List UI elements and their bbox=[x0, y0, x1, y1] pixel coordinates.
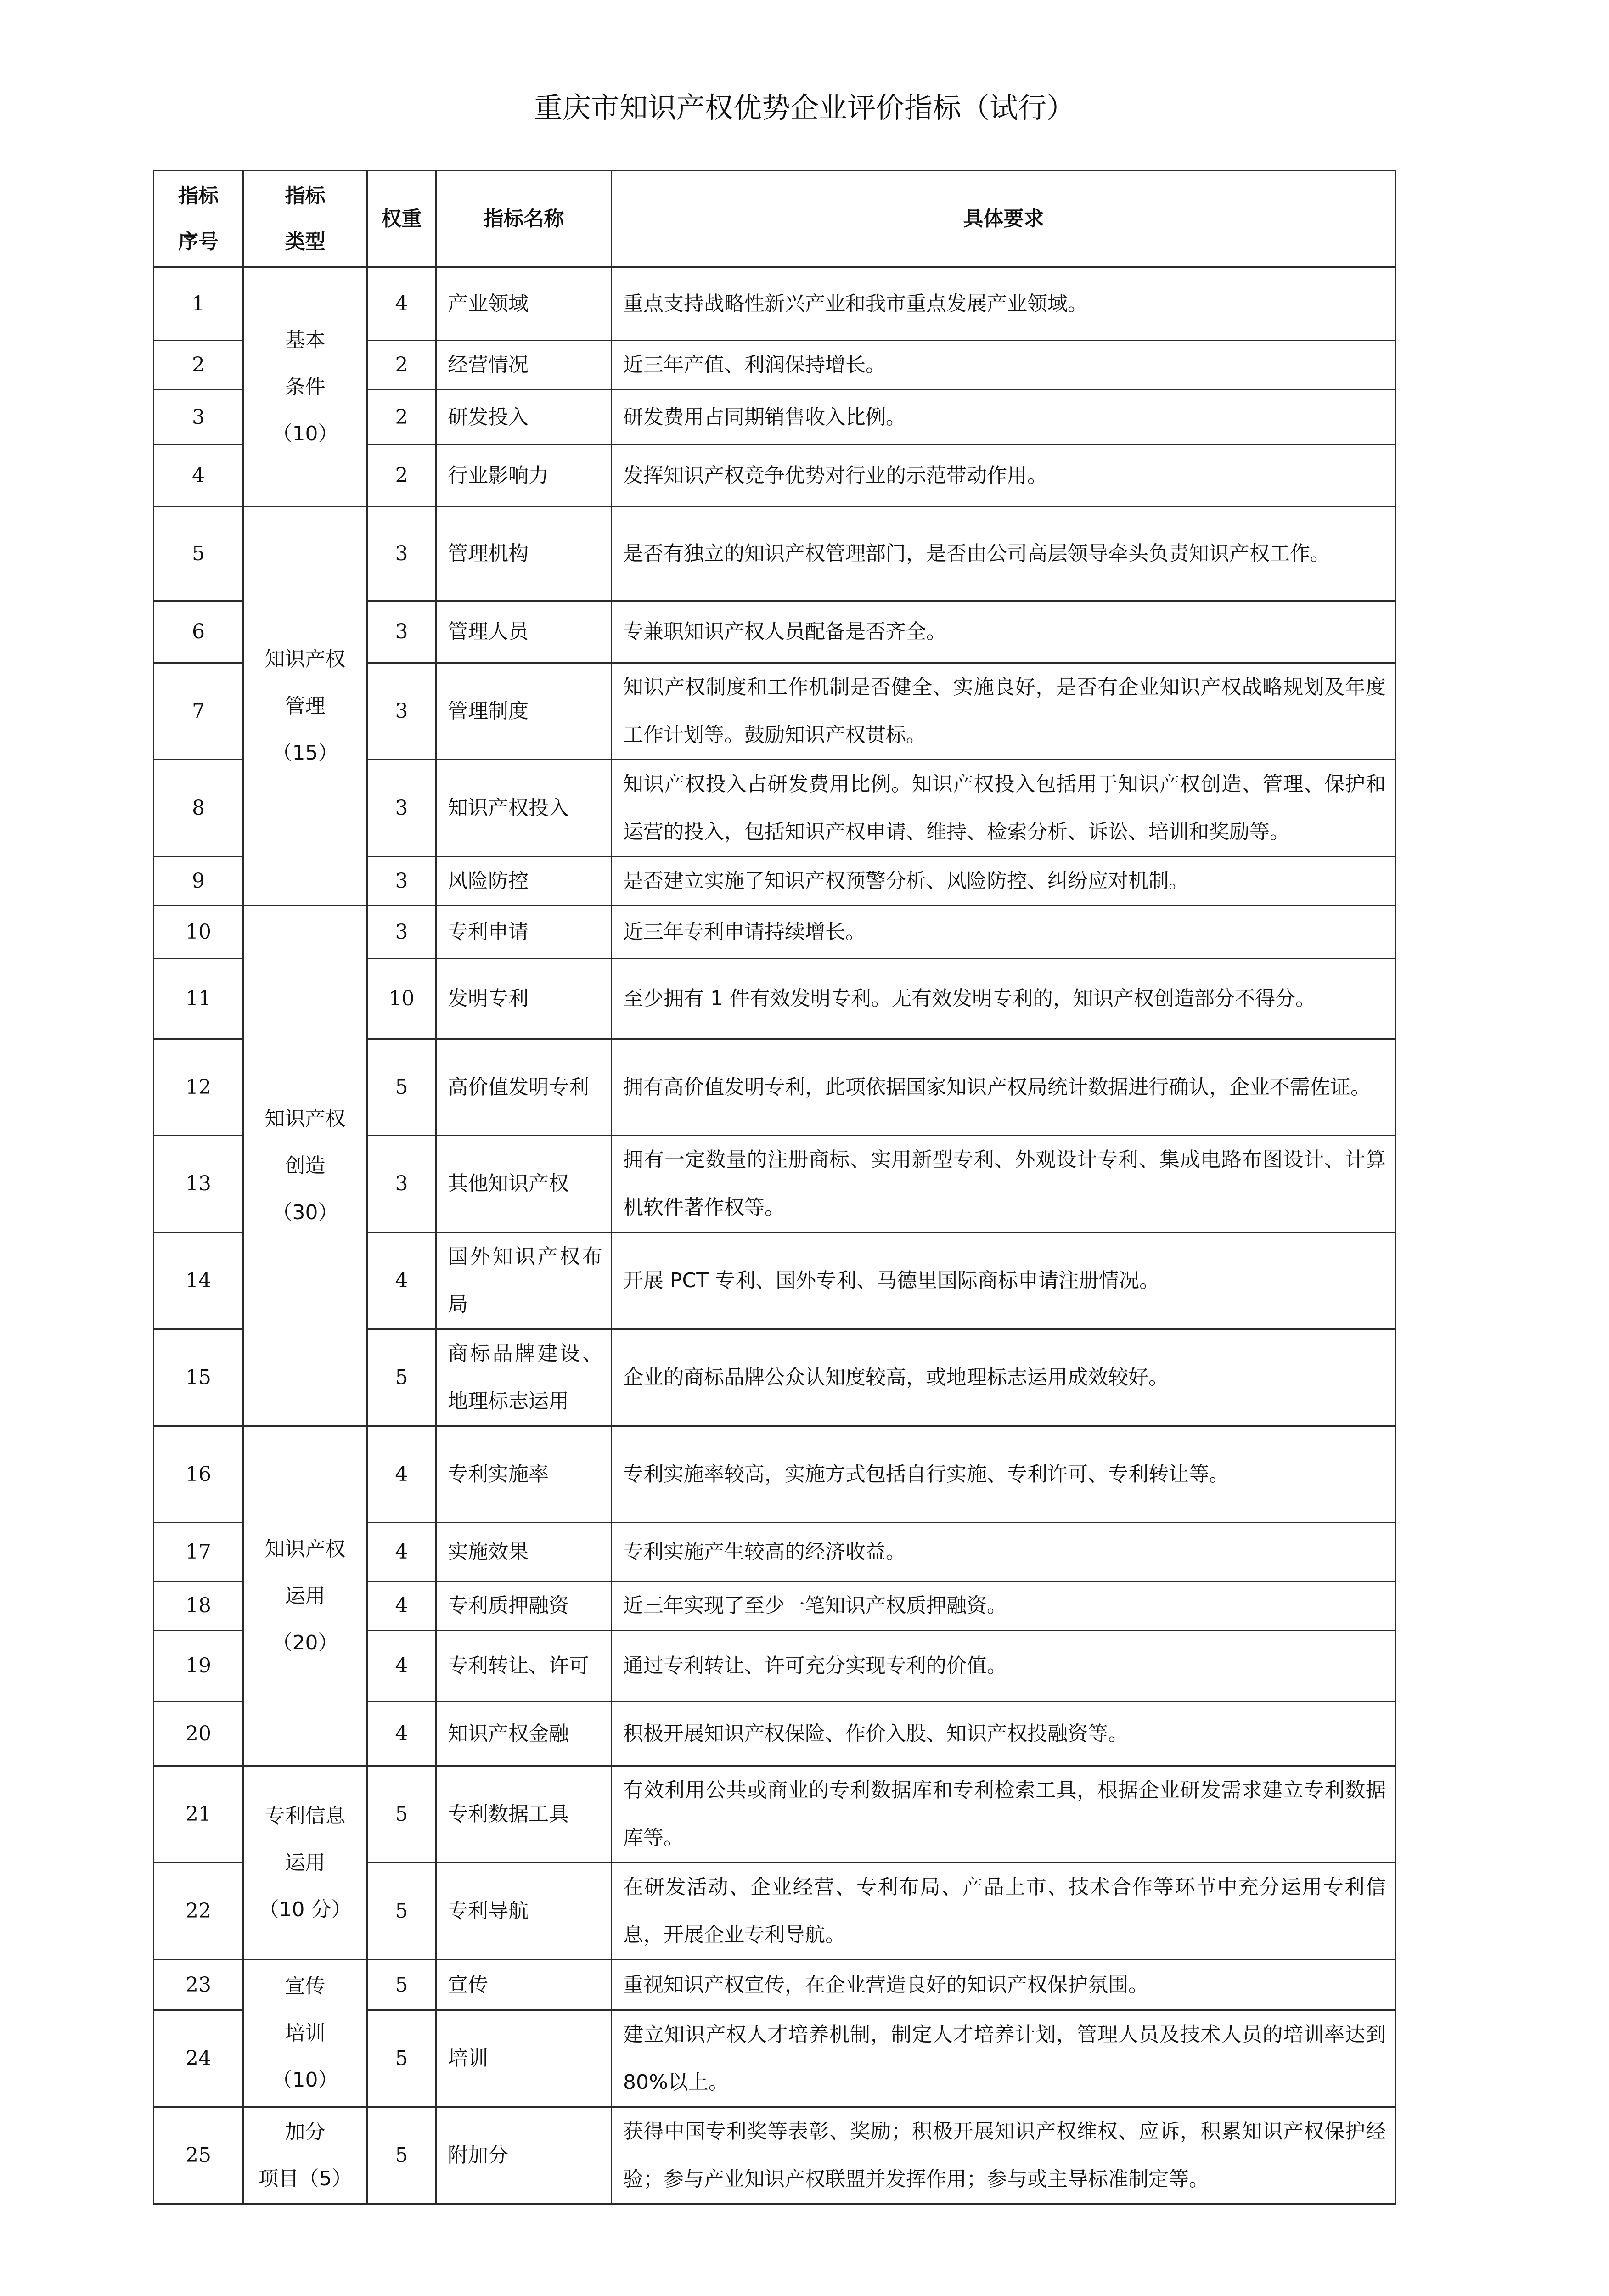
index-name: 附加分 bbox=[436, 2107, 612, 2204]
category-line: （10） bbox=[272, 2068, 338, 2092]
index-name: 商标品牌建设、地理标志运用 bbox=[436, 1329, 612, 1426]
index-name: 管理制度 bbox=[436, 663, 612, 760]
index-number: 23 bbox=[154, 1960, 243, 2010]
category-line: 加分 bbox=[285, 2120, 326, 2144]
index-number: 24 bbox=[154, 2010, 243, 2107]
index-weight: 3 bbox=[367, 906, 436, 959]
index-number: 22 bbox=[154, 1863, 243, 1960]
index-number: 6 bbox=[154, 601, 243, 663]
index-requirement: 开展 PCT 专利、国外专利、马德里国际商标申请注册情况。 bbox=[612, 1232, 1396, 1329]
index-weight: 4 bbox=[367, 1631, 436, 1702]
index-name: 专利质押融资 bbox=[436, 1581, 612, 1631]
index-weight: 5 bbox=[367, 1329, 436, 1426]
header-row bbox=[154, 171, 1396, 267]
index-weight: 3 bbox=[367, 760, 436, 857]
index-weight: 5 bbox=[367, 1766, 436, 1863]
index-number: 2 bbox=[154, 341, 243, 390]
index-weight: 5 bbox=[367, 2010, 436, 2107]
index-requirement: 拥有一定数量的注册商标、实用新型专利、外观设计专利、集成电路布图设计、计算机软件著作权等。 bbox=[612, 1136, 1396, 1232]
index-number: 18 bbox=[154, 1581, 243, 1631]
index-requirement: 发挥知识产权竞争优势对行业的示范带动作用。 bbox=[612, 445, 1396, 507]
index-number: 20 bbox=[154, 1702, 243, 1766]
index-requirement: 获得中国专利奖等表彰、奖励；积极开展知识产权维权、应诉，积累知识产权保护经验；参与产业知识产权联盟并发挥作用；参与或主导标准制定等。 bbox=[612, 2107, 1396, 2204]
index-weight: 4 bbox=[367, 1523, 436, 1581]
table-row bbox=[154, 507, 1396, 601]
index-name: 知识产权投入 bbox=[436, 760, 612, 857]
index-requirement: 专利实施率较高，实施方式包括自行实施、专利许可、专利转让等。 bbox=[612, 1426, 1396, 1523]
index-number: 16 bbox=[154, 1426, 243, 1523]
index-name: 发明专利 bbox=[436, 959, 612, 1039]
index-number: 13 bbox=[154, 1136, 243, 1232]
category-line: （30） bbox=[272, 1201, 338, 1224]
index-name: 专利申请 bbox=[436, 906, 612, 959]
header-type: 指标 类型 bbox=[243, 171, 367, 267]
index-weight: 5 bbox=[367, 2107, 436, 2204]
category-line: 专利信息 bbox=[264, 1804, 346, 1828]
index-requirement: 近三年产值、利润保持增长。 bbox=[612, 341, 1396, 390]
header-seq: 指标 序号 bbox=[154, 171, 243, 267]
table-row bbox=[154, 906, 1396, 959]
category-line: （10） bbox=[272, 422, 338, 445]
index-name: 研发投入 bbox=[436, 390, 612, 445]
index-number: 8 bbox=[154, 760, 243, 857]
index-category bbox=[243, 2107, 367, 2204]
category-line: 创造 bbox=[285, 1154, 326, 1177]
category-line: 基本 bbox=[285, 328, 326, 352]
index-name: 行业影响力 bbox=[436, 445, 612, 507]
index-number: 7 bbox=[154, 663, 243, 760]
index-number: 25 bbox=[154, 2107, 243, 2204]
category-line: 运用 bbox=[285, 1584, 326, 1608]
table-row bbox=[154, 2107, 1396, 2204]
index-requirement: 研发费用占同期销售收入比例。 bbox=[612, 390, 1396, 445]
category-line: 项目（5） bbox=[258, 2167, 352, 2190]
index-name: 高价值发明专利 bbox=[436, 1039, 612, 1136]
index-number: 3 bbox=[154, 390, 243, 445]
index-number: 17 bbox=[154, 1523, 243, 1581]
index-weight: 10 bbox=[367, 959, 436, 1039]
category-line: （15） bbox=[272, 741, 338, 765]
index-category bbox=[243, 906, 367, 1426]
index-requirement: 专兼职知识产权人员配备是否齐全。 bbox=[612, 601, 1396, 663]
index-requirement: 至少拥有 1 件有效发明专利。无有效发明专利的，知识产权创造部分不得分。 bbox=[612, 959, 1396, 1039]
index-requirement: 知识产权制度和工作机制是否健全、实施良好，是否有企业知识产权战略规划及年度工作计划等。鼓励知识产权贯标。 bbox=[612, 663, 1396, 760]
index-weight: 3 bbox=[367, 507, 436, 601]
index-weight: 5 bbox=[367, 1863, 436, 1960]
table-row bbox=[154, 1426, 1396, 1523]
index-name: 培训 bbox=[436, 2010, 612, 2107]
index-name: 宣传 bbox=[436, 1960, 612, 2010]
index-number: 4 bbox=[154, 445, 243, 507]
index-requirement: 拥有高价值发明专利，此项依据国家知识产权局统计数据进行确认，企业不需佐证。 bbox=[612, 1039, 1396, 1136]
index-name: 专利转让、许可 bbox=[436, 1631, 612, 1702]
index-requirement: 在研发活动、企业经营、专利布局、产品上市、技术合作等环节中充分运用专利信息，开展企业专利导航。 bbox=[612, 1863, 1396, 1960]
index-number: 15 bbox=[154, 1329, 243, 1426]
header-req: 具体要求 bbox=[612, 171, 1396, 267]
table-row bbox=[154, 1960, 1396, 2010]
index-weight: 5 bbox=[367, 1039, 436, 1136]
index-name: 产业领域 bbox=[436, 267, 612, 341]
document-title: 重庆市知识产权优势企业评价指标（试行） bbox=[534, 91, 1075, 124]
index-category bbox=[243, 1766, 367, 1960]
index-weight: 4 bbox=[367, 267, 436, 341]
index-category bbox=[243, 1426, 367, 1766]
index-category bbox=[243, 507, 367, 906]
index-requirement: 是否建立实施了知识产权预警分析、风险防控、纠纷应对机制。 bbox=[612, 857, 1396, 906]
index-number: 12 bbox=[154, 1039, 243, 1136]
index-weight: 5 bbox=[367, 1960, 436, 2010]
index-requirement: 企业的商标品牌公众认知度较高，或地理标志运用成效较好。 bbox=[612, 1329, 1396, 1426]
index-weight: 2 bbox=[367, 390, 436, 445]
category-line: （10 分） bbox=[259, 1897, 352, 1921]
index-requirement: 有效利用公共或商业的专利数据库和专利检索工具，根据企业研发需求建立专利数据库等。 bbox=[612, 1766, 1396, 1863]
index-category bbox=[243, 267, 367, 507]
index-weight: 4 bbox=[367, 1232, 436, 1329]
index-requirement: 重视知识产权宣传，在企业营造良好的知识产权保护氛围。 bbox=[612, 1960, 1396, 2010]
evaluation-index-table bbox=[153, 170, 1396, 2205]
index-name: 其他知识产权 bbox=[436, 1136, 612, 1232]
index-name: 专利导航 bbox=[436, 1863, 612, 1960]
index-name: 经营情况 bbox=[436, 341, 612, 390]
category-line: 知识产权 bbox=[264, 1537, 346, 1561]
category-line: 知识产权 bbox=[264, 1107, 346, 1131]
index-requirement: 建立知识产权人才培养机制，制定人才培养计划，管理人员及技术人员的培训率达到 80%以上。 bbox=[612, 2010, 1396, 2107]
index-number: 14 bbox=[154, 1232, 243, 1329]
index-name: 实施效果 bbox=[436, 1523, 612, 1581]
index-number: 1 bbox=[154, 267, 243, 341]
index-weight: 3 bbox=[367, 663, 436, 760]
index-weight: 3 bbox=[367, 1136, 436, 1232]
index-weight: 4 bbox=[367, 1426, 436, 1523]
index-name: 风险防控 bbox=[436, 857, 612, 906]
table-row bbox=[154, 1766, 1396, 1863]
index-name: 专利数据工具 bbox=[436, 1766, 612, 1863]
category-line: 培训 bbox=[285, 2021, 326, 2045]
index-number: 19 bbox=[154, 1631, 243, 1702]
index-weight: 2 bbox=[367, 445, 436, 507]
index-requirement: 知识产权投入占研发费用比例。知识产权投入包括用于知识产权创造、管理、保护和运营的投入，包括知识产权申请、维持、检索分析、诉讼、培训和奖励等。 bbox=[612, 760, 1396, 857]
index-name: 管理机构 bbox=[436, 507, 612, 601]
index-name: 专利实施率 bbox=[436, 1426, 612, 1523]
index-number: 21 bbox=[154, 1766, 243, 1863]
index-requirement: 重点支持战略性新兴产业和我市重点发展产业领域。 bbox=[612, 267, 1396, 341]
table-row bbox=[154, 267, 1396, 341]
category-line: 知识产权 bbox=[264, 647, 346, 671]
index-weight: 4 bbox=[367, 1581, 436, 1631]
category-line: （20） bbox=[272, 1631, 338, 1654]
index-number: 11 bbox=[154, 959, 243, 1039]
index-requirement: 通过专利转让、许可充分实现专利的价值。 bbox=[612, 1631, 1396, 1702]
header-name: 指标名称 bbox=[436, 171, 612, 267]
index-category bbox=[243, 1960, 367, 2107]
index-weight: 3 bbox=[367, 601, 436, 663]
category-line: 管理 bbox=[285, 694, 326, 718]
index-requirement: 积极开展知识产权保险、作价入股、知识产权投融资等。 bbox=[612, 1702, 1396, 1766]
index-name: 国外知识产权布局 bbox=[436, 1232, 612, 1329]
index-name: 管理人员 bbox=[436, 601, 612, 663]
index-requirement: 近三年实现了至少一笔知识产权质押融资。 bbox=[612, 1581, 1396, 1631]
index-weight: 2 bbox=[367, 341, 436, 390]
index-weight: 3 bbox=[367, 857, 436, 906]
header-weight: 权重 bbox=[367, 171, 436, 267]
index-number: 5 bbox=[154, 507, 243, 601]
index-weight: 4 bbox=[367, 1702, 436, 1766]
index-name: 知识产权金融 bbox=[436, 1702, 612, 1766]
category-line: 条件 bbox=[285, 375, 326, 399]
category-line: 宣传 bbox=[285, 1975, 326, 1998]
index-number: 10 bbox=[154, 906, 243, 959]
index-number: 9 bbox=[154, 857, 243, 906]
category-line: 运用 bbox=[285, 1851, 326, 1874]
index-requirement: 是否有独立的知识产权管理部门，是否由公司高层领导牵头负责知识产权工作。 bbox=[612, 507, 1396, 601]
index-requirement: 近三年专利申请持续增长。 bbox=[612, 906, 1396, 959]
index-requirement: 专利实施产生较高的经济收益。 bbox=[612, 1523, 1396, 1581]
